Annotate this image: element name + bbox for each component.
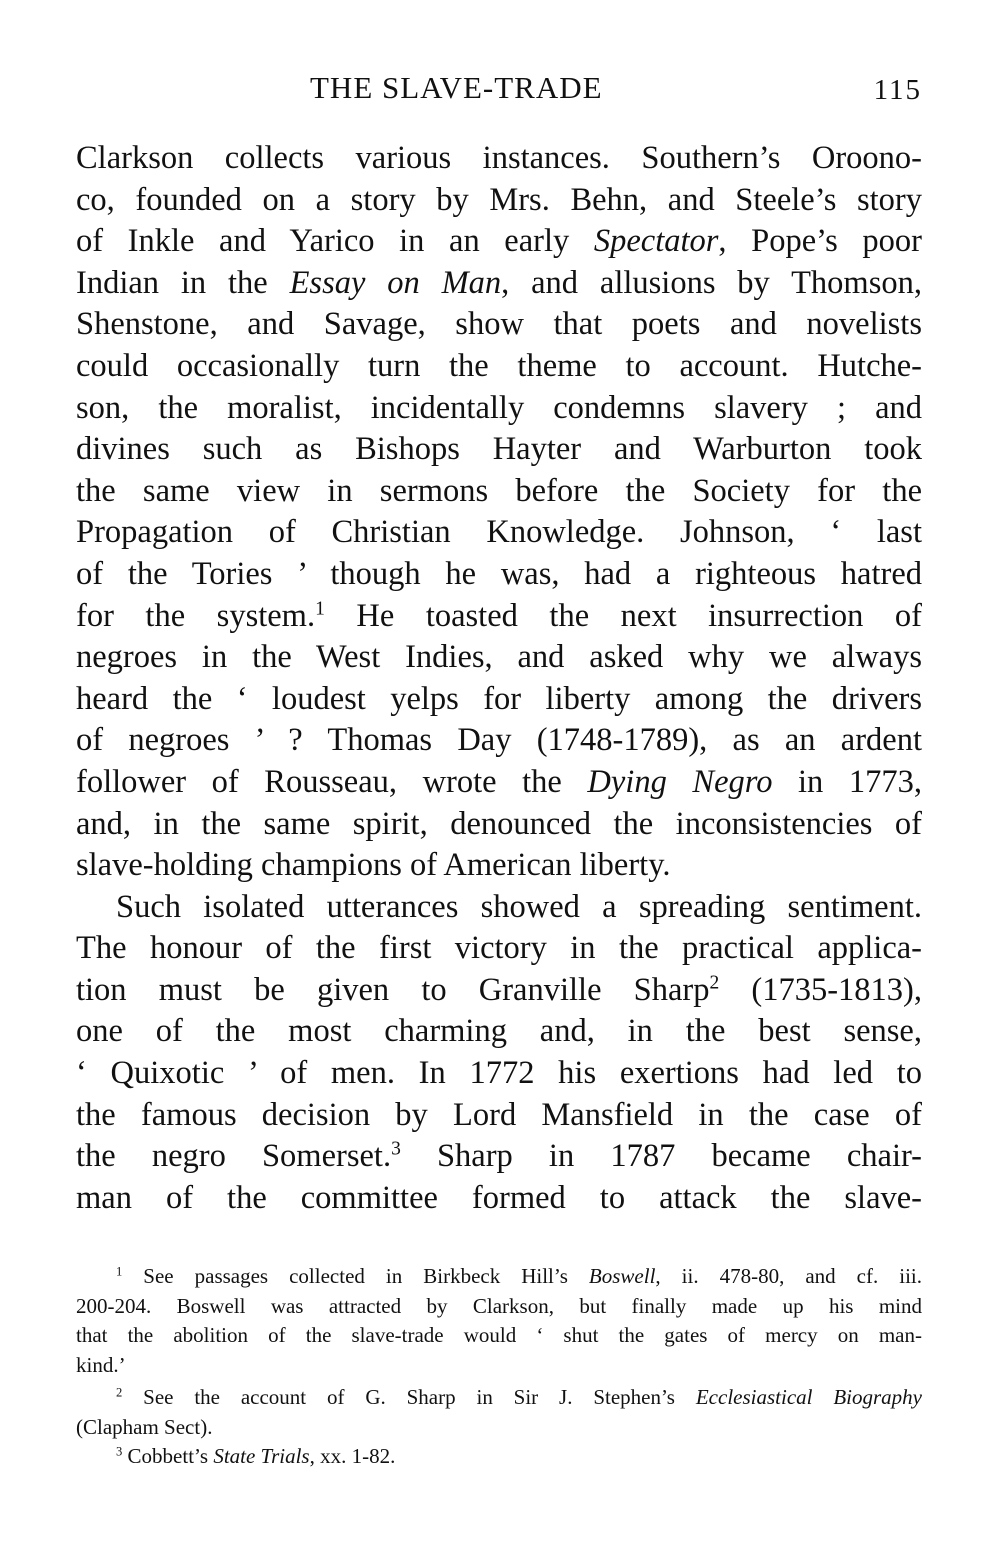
italic-title: Spectator [593,223,719,260]
footnote-line [76,1262,922,1292]
text-segment: the same view in sermons before the Society for the [76,472,922,509]
italic-title: Essay on Man [289,264,502,301]
body-line [76,180,922,222]
text-segment: negroes in the West Indies, and asked why we always [76,639,922,676]
body-line [76,679,922,721]
text-segment: son, the moralist, incidentally condemns slavery ; and [76,389,922,426]
text-segment: one of the most charming and, in the best sense, [76,1013,922,1050]
text-segment: Propagation of Christian Knowledge. Johnson, ‘ last [76,514,922,551]
text-segment: follower of Rousseau, wrote the [76,763,588,800]
text-segment: See passages collected in Birkbeck Hill’s [122,1264,589,1288]
body-line [76,928,922,970]
body-line [76,1053,922,1095]
body-line [76,845,922,887]
text-segment: man of the committee formed to attack the slave- [76,1179,922,1216]
text-segment: ‘ Quixotic ’ of men. In 1772 his exertions had led to [76,1055,922,1092]
footnote-line [76,1383,922,1413]
text-segment: The honour of the first victory in the practical applica- [76,930,922,967]
body-text [76,138,922,1219]
body-line [76,512,922,554]
body-line [76,1011,922,1053]
body-line [76,1136,922,1178]
text-segment: of Inkle and Yarico in an early [76,223,594,260]
footnote-marker: 3 [116,1444,123,1459]
text-segment: divines such as Bishops Hayter and Warburton took [76,431,922,468]
text-segment: Cobbett’s [122,1444,214,1468]
body-line [76,887,922,929]
running-header [0,70,1000,110]
text-segment: Clarkson collects various instances. Southern’s Oroono- [76,140,922,176]
text-segment: , xx. 1-82. [309,1444,396,1468]
text-segment: that the abolition of the slave-trade would ‘ shut the gates of mercy on man- [76,1323,922,1347]
italic-title: State Trials [213,1444,310,1468]
text-segment: Sharp in 1787 became chair- [400,1138,922,1175]
text-segment: , and allusions by Thomson, [501,264,922,301]
italic-title: Ecclesiastical Biography [695,1385,922,1409]
text-segment: the negro Somerset. [76,1138,392,1175]
body-line [76,804,922,846]
body-line [76,596,922,638]
body-line [76,304,922,346]
footnote-line [76,1413,922,1443]
footnote-marker: 1 [116,1264,123,1279]
text-segment: Shenstone, and Savage, show that poets and novelists [76,306,922,343]
footnote-marker: 2 [709,972,720,994]
body-line [76,263,922,305]
footnote-line [76,1442,922,1472]
text-segment: in 1773, [772,763,922,800]
running-title: THE SLAVE-TRADE [310,70,603,105]
footnote-line [76,1351,922,1381]
body-line [76,970,922,1012]
body-line [76,720,922,762]
footnote-marker: 3 [391,1138,401,1160]
body-line [76,637,922,679]
text-segment: He toasted the next insurrection of [324,597,922,634]
text-segment: for the system. [76,597,316,634]
italic-title: Boswell [588,1264,656,1288]
body-line [76,429,922,471]
footnote-marker: 2 [116,1385,123,1400]
body-line [76,762,922,804]
body-line [76,1178,922,1220]
text-segment: Indian in the [76,264,290,301]
body-line [76,554,922,596]
text-segment: slave-holding champions of American liberty. [76,847,671,884]
italic-title: Dying Negro [587,763,773,800]
text-segment: the famous decision by Lord Mansfield in the case of [76,1096,922,1133]
text-segment: 200-204. Boswell was attracted by Clarkson, but finally made up his mind [76,1293,922,1318]
text-segment: kind.’ [76,1352,126,1377]
text-segment: tion must be given to Granville Sharp [76,971,710,1008]
page-number: 115 [873,74,922,106]
text-segment: could occasionally turn the theme to account. Hutche- [76,347,922,384]
body-line [76,138,922,180]
body-line [76,388,922,430]
footnote-line [76,1292,922,1322]
text-segment: and, in the same spirit, denounced the inconsistencies of [76,805,922,842]
text-segment: of negroes ’ ? Thomas Day (1748-1789), as an ardent [76,722,922,759]
text-segment: co, founded on a story by Mrs. Behn, and Steele’s story [76,181,922,218]
footnote-marker: 1 [315,597,325,619]
footnotes [76,1262,922,1472]
text-segment: , Pope’s poor [718,223,922,260]
body-line [76,221,922,263]
text-segment: heard the ‘ loudest yelps for liberty among the drivers [76,680,922,717]
text-segment: See the account of G. Sharp in Sir J. Stephen’s [122,1385,696,1409]
body-line [76,1095,922,1137]
body-line [76,471,922,513]
text-segment: (1735-1813), [719,971,922,1008]
text-segment: , ii. 478-80, and cf. iii. [655,1264,922,1288]
text-segment: (Clapham Sect). [76,1414,213,1439]
text-segment: Such isolated utterances showed a spreading sentiment. [116,888,922,925]
footnote-line [76,1321,922,1351]
body-line [76,346,922,388]
text-segment: of the Tories ’ though he was, had a righteous hatred [76,555,922,592]
